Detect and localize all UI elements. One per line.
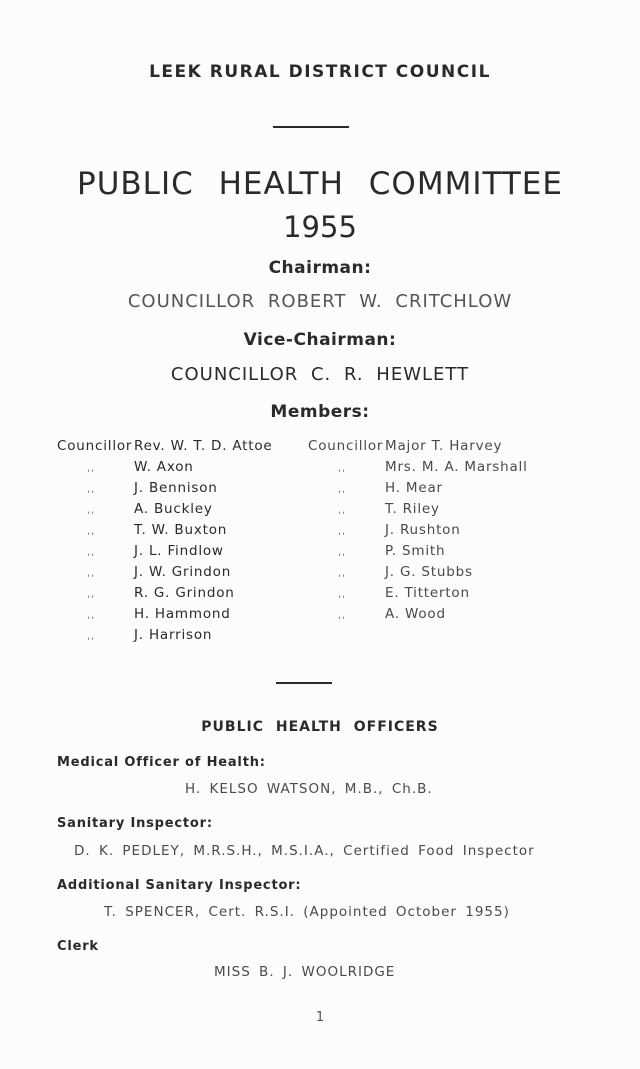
member-name: E. Titterton — [385, 585, 470, 601]
members-left-column — [57, 438, 307, 658]
ditto-mark: ,, — [338, 589, 346, 600]
additional-inspector-name: T. SPENCER, Cert. R.S.I. (Appointed October 1955) — [104, 904, 510, 920]
member-name: W. Axon — [134, 459, 194, 475]
ditto-mark: ,, — [87, 547, 95, 558]
committee-year: 1955 — [283, 210, 357, 244]
member-name: T. W. Buxton — [134, 522, 228, 538]
divider-middle — [276, 682, 332, 684]
member-name: Mrs. M. A. Marshall — [385, 459, 528, 475]
member-name: J. G. Stubbs — [385, 564, 473, 580]
ditto-mark: ,, — [87, 526, 95, 537]
ditto-mark: ,, — [87, 568, 95, 579]
clerk-name: MISS B. J. WOOLRIDGE — [214, 964, 396, 980]
officers-heading: PUBLIC HEALTH OFFICERS — [201, 719, 439, 735]
member-name: J. Bennison — [134, 480, 218, 496]
ditto-mark: ,, — [338, 463, 346, 474]
council-name: LEEK RURAL DISTRICT COUNCIL — [149, 62, 491, 82]
ditto-mark: ,, — [338, 568, 346, 579]
sanitary-inspector-name: D. K. PEDLEY, M.R.S.H., M.S.I.A., Certified Food Inspector — [74, 843, 535, 859]
member-name: R. G. Grindon — [134, 585, 235, 601]
ditto-mark: ,, — [87, 505, 95, 516]
divider-top — [273, 126, 349, 128]
member-name: J. Harrison — [134, 627, 213, 643]
member-name: T. Riley — [385, 501, 440, 517]
ditto-mark: ,, — [338, 547, 346, 558]
moh-name: H. KELSO WATSON, M.B., Ch.B. — [185, 781, 433, 797]
ditto-mark: ,, — [338, 526, 346, 537]
ditto-mark: ,, — [87, 610, 95, 621]
member-name: Rev. W. T. D. Attoe — [134, 438, 273, 454]
member-name: A. Wood — [385, 606, 446, 622]
additional-inspector-label: Additional Sanitary Inspector: — [57, 878, 302, 893]
member-name: H. Mear — [385, 480, 443, 496]
moh-label: Medical Officer of Health: — [57, 755, 266, 770]
chairman-name: COUNCILLOR ROBERT W. CRITCHLOW — [127, 291, 513, 312]
sanitary-inspector-label: Sanitary Inspector: — [57, 816, 213, 831]
member-name: J. L. Findlow — [134, 543, 224, 559]
ditto-mark: ,, — [338, 610, 346, 621]
member-name: J. Rushton — [385, 522, 461, 538]
ditto-mark: ,, — [338, 505, 346, 516]
committee-title: PUBLIC HEALTH COMMITTEE — [77, 166, 563, 202]
ditto-mark: ,, — [87, 589, 95, 600]
ditto-mark: ,, — [87, 463, 95, 474]
member-name: Major T. Harvey — [385, 438, 503, 454]
page-number: 1 — [315, 1010, 325, 1025]
chairman-label: Chairman: — [268, 258, 372, 278]
ditto-mark: ,, — [87, 631, 95, 642]
member-name: A. Buckley — [134, 501, 213, 517]
member-name: P. Smith — [385, 543, 446, 559]
member-name: H. Hammond — [134, 606, 231, 622]
ditto-mark: ,, — [338, 484, 346, 495]
vice-chairman-label: Vice-Chairman: — [243, 330, 397, 350]
members-right-column — [308, 438, 558, 638]
clerk-label: Clerk — [57, 939, 99, 954]
ditto-mark: ,, — [87, 484, 95, 495]
councillor-title: Councillor — [57, 438, 133, 454]
vice-chairman-name: COUNCILLOR C. R. HEWLETT — [170, 364, 470, 385]
members-label: Members: — [270, 402, 370, 422]
councillor-title: Councillor — [308, 438, 384, 454]
member-name: J. W. Grindon — [134, 564, 232, 580]
